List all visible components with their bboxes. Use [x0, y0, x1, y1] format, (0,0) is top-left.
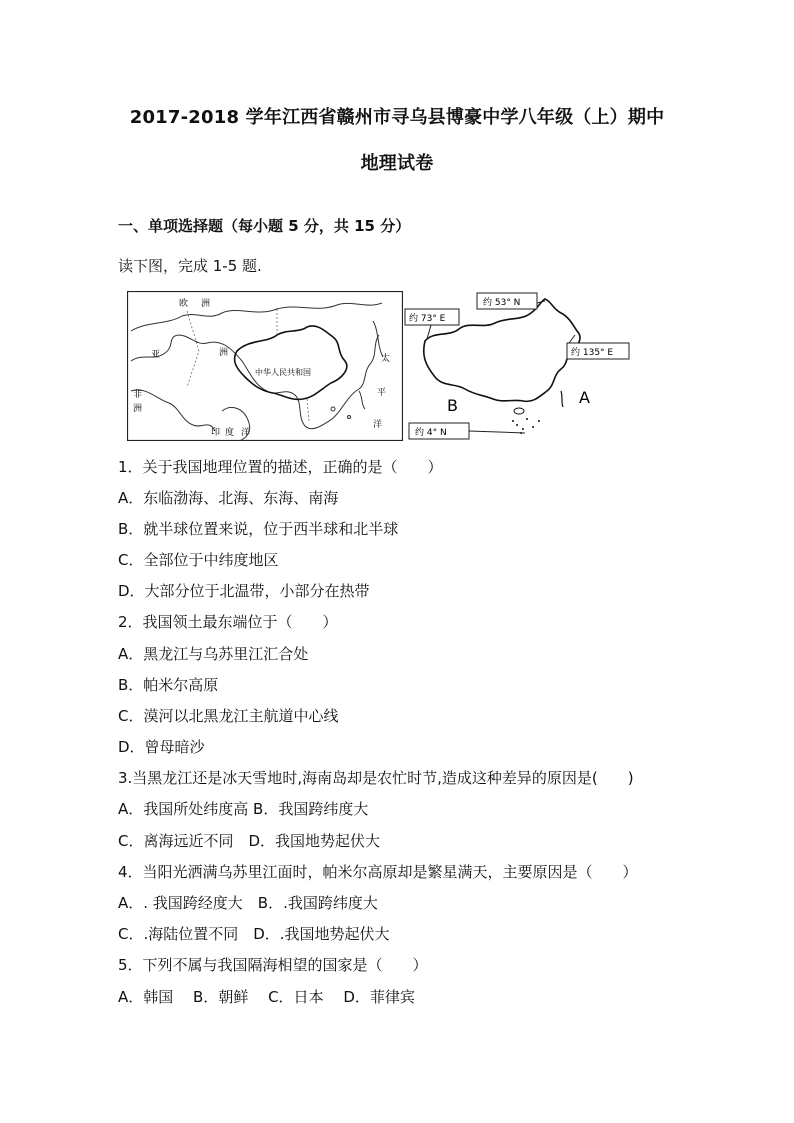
map-label-ou: 欧 — [179, 299, 189, 309]
callout-135e: 约 135° E — [571, 348, 614, 358]
q1-option-b: B．就半球位置来说，位于西半球和北半球 — [118, 520, 399, 538]
map-label-yang1: 洋 — [373, 420, 383, 430]
callout-73e: 约 73° E — [409, 314, 446, 324]
map-label-tai: 太 — [381, 354, 391, 364]
q2-option-d: D．曾母暗沙 — [118, 738, 205, 756]
question-2: 2．我国领土最东端位于（ ） — [118, 613, 338, 631]
q2-option-b: B．帕米尔高原 — [118, 676, 219, 694]
asia-map — [127, 291, 403, 441]
q4-options-ab: A．. 我国跨经度大 B．.我国跨纬度大 — [118, 894, 378, 912]
map-label-yin: 印 — [211, 428, 221, 438]
section-heading: 一、单项选择题（每小题 5 分，共 15 分） — [118, 217, 411, 235]
paper-title-line2: 地理试卷 — [360, 153, 434, 174]
callout-4n: 约 4° N — [415, 428, 447, 438]
map-label-ya: 亚 — [151, 350, 161, 360]
map-label-fei: 非 — [133, 390, 143, 400]
map-label-zhou3: 洲 — [133, 404, 143, 414]
instruction-text: 读下图，完成 1-5 题. — [118, 257, 262, 275]
q1-option-c: C．全部位于中纬度地区 — [118, 551, 279, 569]
q1-option-a: A．东临渤海、北海、东海、南海 — [118, 489, 339, 507]
china-extent-map — [403, 291, 638, 441]
map-label-du: 度 — [225, 428, 235, 438]
q5-options: A．韩国 B．朝鲜 C．日本 D．菲律宾 — [118, 988, 415, 1006]
question-5: 5．下列不属与我国隔海相望的国家是（ ） — [118, 956, 428, 974]
point-b-label: B — [447, 396, 458, 415]
question-1: 1．关于我国地理位置的描述，正确的是（ ） — [118, 458, 443, 476]
map-label-zhou1: 洲 — [201, 299, 211, 309]
question-4: 4．当阳光洒满乌苏里江面时，帕米尔高原却是繁星满天，主要原因是（ ） — [118, 863, 638, 881]
map-label-yang2: 洋 — [241, 428, 251, 438]
map-label-prc: 中华人民共和国 — [255, 368, 311, 377]
point-a-label: A — [579, 388, 590, 407]
q3-options-ab: A．我国所处纬度高 B．我国跨纬度大 — [118, 800, 369, 818]
q2-option-c: C．漠河以北黑龙江主航道中心线 — [118, 707, 339, 725]
q1-option-d: D．大部分位于北温带，小部分在热带 — [118, 582, 370, 600]
question-3: 3.当黑龙江还是冰天雪地时,海南岛却是农忙时节,造成这种差异的原因是( ) — [118, 769, 634, 787]
map-label-zhou2: 洲 — [219, 348, 229, 358]
q4-options-cd: C．.海陆位置不同 D．.我国地势起伏大 — [118, 925, 390, 943]
callout-53n: 约 53° N — [483, 298, 521, 308]
map-label-ping: 平 — [377, 388, 387, 398]
paper-title-line1: 2017-2018 学年江西省赣州市寻乌县博豪中学八年级（上）期中 — [129, 107, 665, 128]
q3-options-cd: C．离海远近不同 D．我国地势起伏大 — [118, 832, 381, 850]
q2-option-a: A．黑龙江与乌苏里江汇合处 — [118, 645, 309, 663]
